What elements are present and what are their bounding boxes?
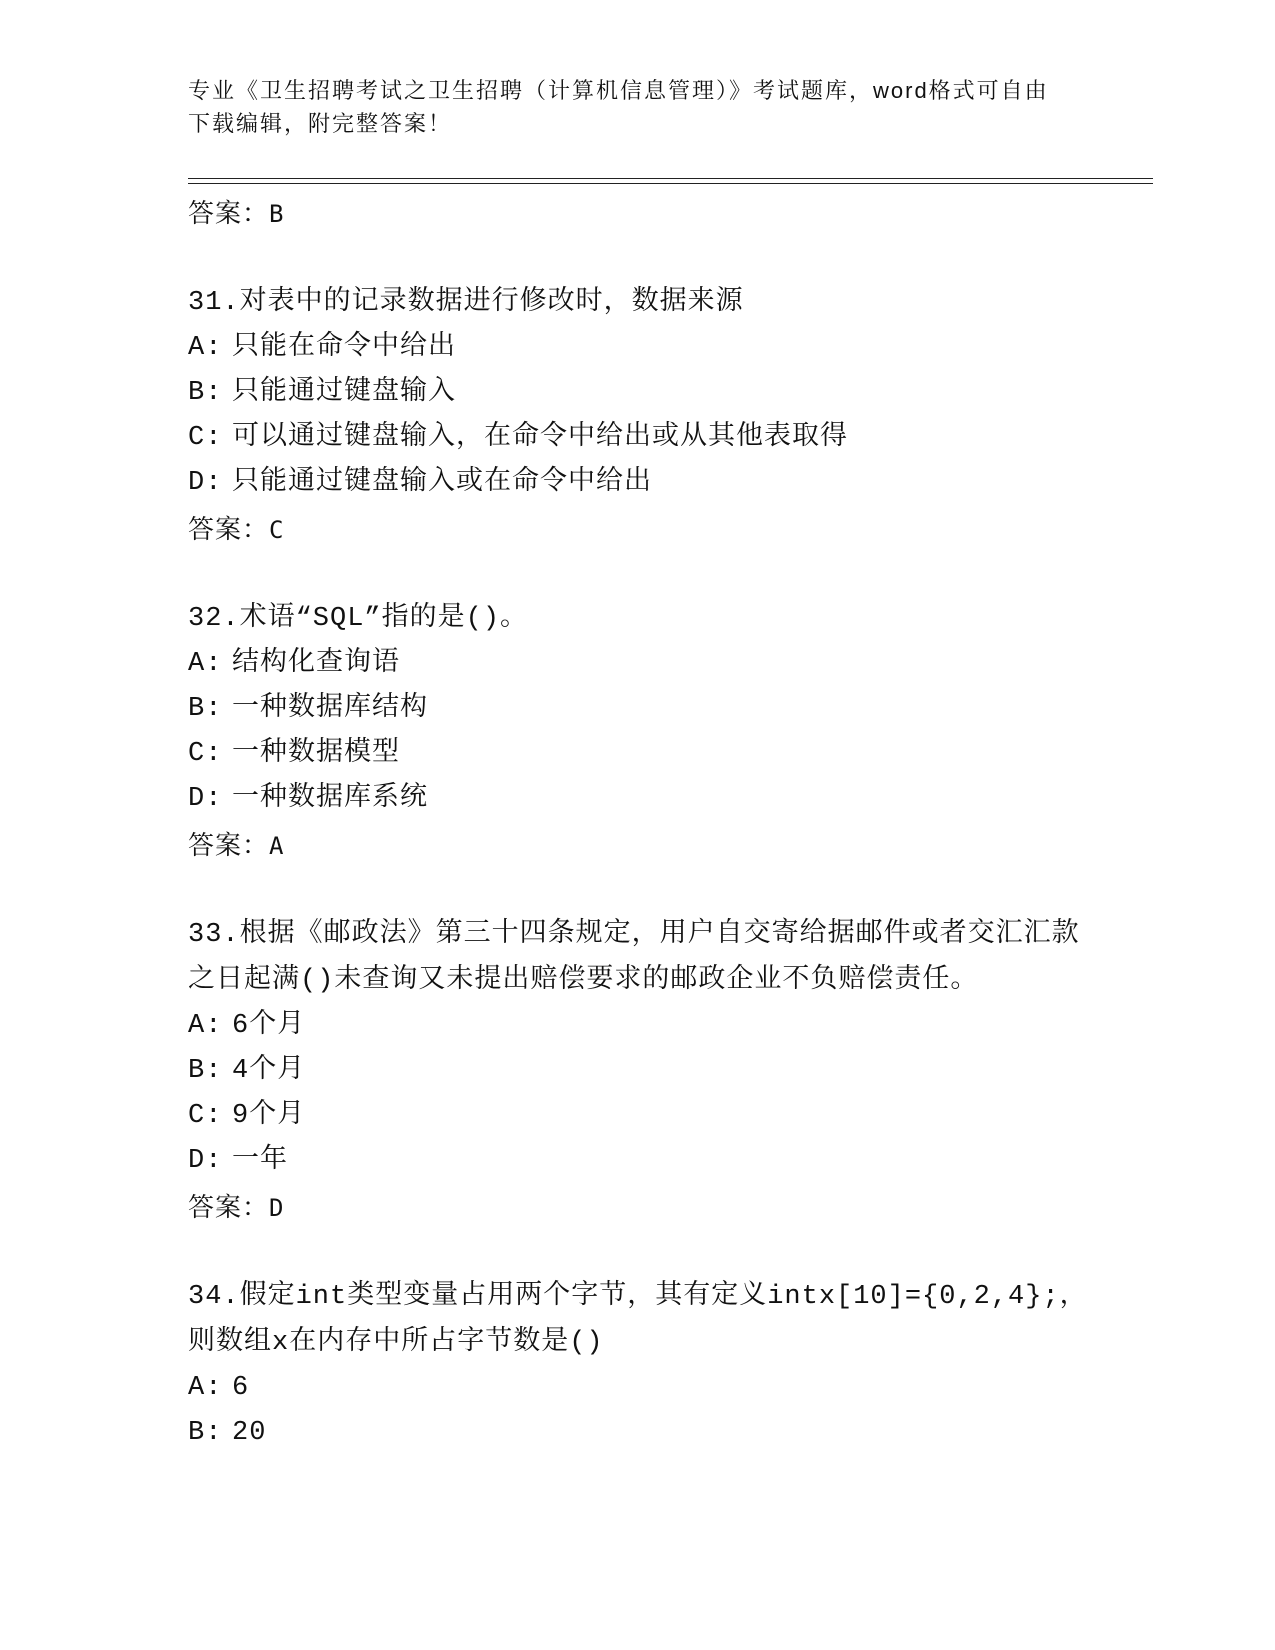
answer-line [188,822,1088,868]
option-a [188,642,1088,687]
option-letter: A: [188,1373,223,1403]
answer-label: 答案： [188,198,270,228]
answer-value: D [269,1194,285,1222]
question-text: 32.术语“SQL”指的是()。 [188,604,529,634]
spacer [188,1230,1088,1274]
option-letter: B: [188,378,223,408]
option-letter: D: [188,468,223,498]
option-d [188,777,1088,822]
answer-value: B [269,200,285,228]
option-text: 4个月 [232,1056,306,1086]
answer-value: C [269,516,285,544]
option-letter: A: [188,333,223,363]
option-text: 6个月 [232,1011,306,1041]
option-text: 只能通过键盘输入或在命令中给出 [232,468,652,498]
option-letter: A: [188,649,223,679]
option-c [188,1094,1088,1139]
option-a [188,1366,1088,1411]
answer-value: A [269,832,285,860]
option-text: 一种数据库结构 [232,694,428,724]
option-text: 一年 [232,1146,288,1176]
answer-label: 答案： [188,830,270,860]
option-d [188,461,1088,506]
option-letter: A: [188,1011,223,1041]
answer-line [188,190,1088,236]
option-d [188,1139,1088,1184]
header-note: 专业《卫生招聘考试之卫生招聘（计算机信息管理）》考试题库，word格式可自由下载编辑，附完整答案！ [188,78,1049,136]
option-text: 只能在命令中给出 [232,333,456,363]
option-text: 9个月 [232,1101,306,1131]
question-block [188,1274,1088,1456]
option-letter: B: [188,1056,223,1086]
option-letter: B: [188,694,223,724]
option-letter: C: [188,423,223,453]
option-text: 只能通过键盘输入 [232,378,456,408]
option-a [188,326,1088,371]
question-block [188,912,1088,1230]
answer-line [188,506,1088,552]
option-letter: C: [188,739,223,769]
option-letter: D: [188,784,223,814]
spacer [188,868,1088,912]
option-letter: B: [188,1418,223,1448]
option-b [188,687,1088,732]
question-text: 31.对表中的记录数据进行修改时，数据来源 [188,288,744,318]
option-c [188,732,1088,777]
option-text: 一种数据模型 [232,739,400,769]
option-text: 一种数据库系统 [232,784,428,814]
spacer [188,552,1088,596]
answer-label: 答案： [188,514,270,544]
option-text: 6 [232,1373,250,1403]
option-letter: D: [188,1146,223,1176]
option-b [188,1411,1088,1456]
answer-label: 答案： [188,1192,270,1222]
question-block [188,596,1088,868]
option-a [188,1004,1088,1049]
question-text: 34.假定int类型变量占用两个字节，其有定义intx[10]={0,2,4};，则数组x在内存中所占字节数是() [188,1282,1088,1358]
option-text: 20 [232,1418,267,1448]
question-block [188,280,1088,552]
option-letter: C: [188,1101,223,1131]
option-text: 结构化查询语 [232,649,400,679]
option-text: 可以通过键盘输入，在命令中给出或从其他表取得 [232,423,848,453]
header-divider [188,178,1153,184]
option-b [188,371,1088,416]
question-text: 33.根据《邮政法》第三十四条规定，用户自交寄给据邮件或者交汇汇款之日起满()未查询又未提出赔偿要求的邮政企业不负赔偿责任。 [188,920,1080,996]
spacer [188,236,1088,280]
answer-line [188,1184,1088,1230]
question-list [188,190,1088,1456]
option-c [188,416,1088,461]
option-b [188,1049,1088,1094]
